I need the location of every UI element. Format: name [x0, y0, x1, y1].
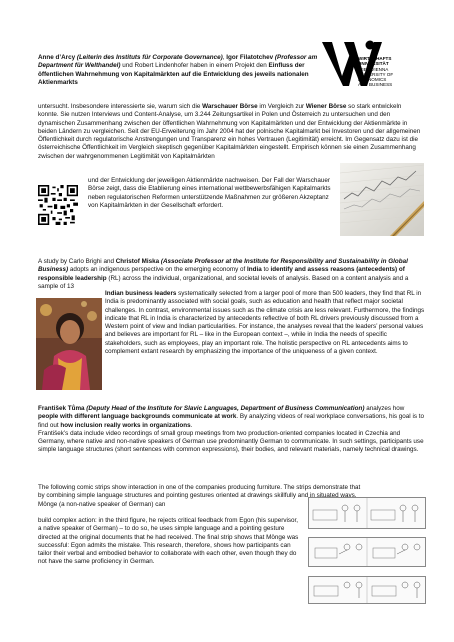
- author-name: František Tůma: [38, 405, 85, 412]
- qr-code[interactable]: [38, 185, 78, 225]
- comic-strip-2: [308, 537, 426, 567]
- section-responsible-leadership: A study by Carlo Brighi and Christof Miska (Associate Professor at the Institute for Responsibility and Sustainability in Global Business) adopts an indigenous perspective on the emerging economy of India to identify and assess reasons (antecedents) of responsible leadership (RL) across the individual, organizational, and societal levels of analysis. Based on a content analysis and a sample of 13: [38, 258, 409, 290]
- comic-strip-3: [308, 576, 426, 604]
- section-capital-markets-intro: [38, 54, 320, 87]
- comic-strip-1: [308, 497, 426, 529]
- section1-body-continued: und der Entwicklung der jeweiligen Aktienmärkte nachweisen. Der Fall der Warschauer Börse zeigt, dass die Etablierung eines international wettbewerbsfähigen Kapitalmarkts neben regulatorischen Reformen unterstützende Maßnahmen zur größeren Akzeptanz von Kapitalmärkten in der Gesellschaft erfordert.: [88, 177, 331, 209]
- author-name: Igor Filatotchev: [226, 54, 274, 61]
- section1-paragraph: Anne d’Arcy (Leiterin des Instituts für Corporate Governance), Igor Filatotchev (Professor am Department für Welthandel) und Robert Lindenhofer haben in einem Projekt den Einfluss der öffentlichen Wahrnehmung von Kapitalmärkten auf die Entwicklung des jeweils nationalen Aktienmarkts: [38, 54, 318, 86]
- author-role: (Professor am Department für Welthandel): [38, 54, 318, 70]
- author-name: Christof Miska: [115, 258, 160, 265]
- author-role: (Leiterin des Instituts für Corporate Governance): [76, 54, 223, 61]
- section3-body: build complex action: in the third figure, he rejects critical feedback from Egon (his supervisor, a native speaker of German) – to do so, he uses simple language and a pointing gesture directed at the original documents that he had received. The final strip shows that Mönge was successful: Egon admits the mistake. This research, therefore, shows how participants can tailor their verbal and embodied behavior to collaborate with each other, even though they do not have the same proficiency in German.: [38, 517, 299, 566]
- business-leader-photo: [36, 298, 102, 390]
- section-workplace-communication: František Tůma (Deputy Head of the Institute for Slavic Languages, Department of Business Communication) analyzes how people with different language backgrounds communicate at work. By analyzing videos of real workplace conversations, his goal is to find out how inclusion really works in organizations. František’s data include video recordings of small group meetings from two production-oriented companies located in Czechia and Germany, where native and non-native speakers of German use predominantly German to communicate. In such settings, participants use simple language structures (short sentences with common expressions), their bodies, and relevant materials, namely technical drawings.: [38, 405, 424, 454]
- author-name: Anne d’Arcy: [38, 54, 76, 61]
- author-role: (Associate Professor at the Institute for Responsibility and Sustainability in Global Business): [38, 258, 408, 274]
- stock-chart-photo: [340, 163, 424, 236]
- author-role: (Deputy Head of the Institute for Slavic Languages, Department of Business Communication): [86, 405, 365, 412]
- section1-body: untersucht. Insbesondere interessierte sie, warum sich die Warschauer Börse im Vergleich zur Wiener Börse so stark entwickeln konnte. Sie nutzen Interviews und Content-Analyse, um 3.244 Zeitungsartikel in Polen und Österreich zu untersuchen und den dynamischen Zusammenhang zwischen der öffentlichen Wahrnehmung von Kapitalmärkten und der Entwicklung der Aktienmärkte in beiden Ländern zu vergleichen. Seit der EU-Erweiterung im Jahr 2004 hat der polnische Kapitalmarkt bei Investoren und der allgemeinen Öffentlichkeit durch regulatorische Anstrengungen und Transparenz ein hohes Vertrauen (Legitimität) erreicht. Im Gegensatz dazu ist die österreichische Öffentlichkeit im Vergleich skeptisch gegenüber Kapitalmärkten eingestellt. Empirisch können sie einen Zusammenhang zwischen der wahrgenommenen Legitimität von Kapitalmärkten: [38, 103, 421, 160]
- section2-body: Indian business leaders systematically selected from a larger pool of more than 500 leaders, they find that RL in India is predominantly associated with social goals, such as education and health that reflect major societal challenges. In contrast, environmental issues such as the climate crisis are less relevant. Furthermore, the findings indicate that RL in India is characterized by antecedents reflective of both RL drivers previously discussed from a Western point of view and Indian particularities. For instance, the analyses reveal that the leaders’ personal values and believes are important for RL – like in the European context –, while in India the needs of specific stakeholders, such as employees, play an important role. The holistic perspective on RL antecedents aims to complement extant research by emphasizing the importance of the uniqueness of a given context.: [105, 290, 425, 355]
- section3-comic-intro: The following comic strips show interaction in one of the companies producing furniture. The strips demonstrate that by combining simple language structures and pointing gestures oriented at drawings skillfully and in situated ways, Mönge (a non-native speaker of German) can: [38, 484, 361, 508]
- logo-text: WIRTSCHAFTS UNIVERSITÄT WIEN VIENNA UNIVERSITY OF ECONOMICS AND BUSINESS: [358, 56, 394, 88]
